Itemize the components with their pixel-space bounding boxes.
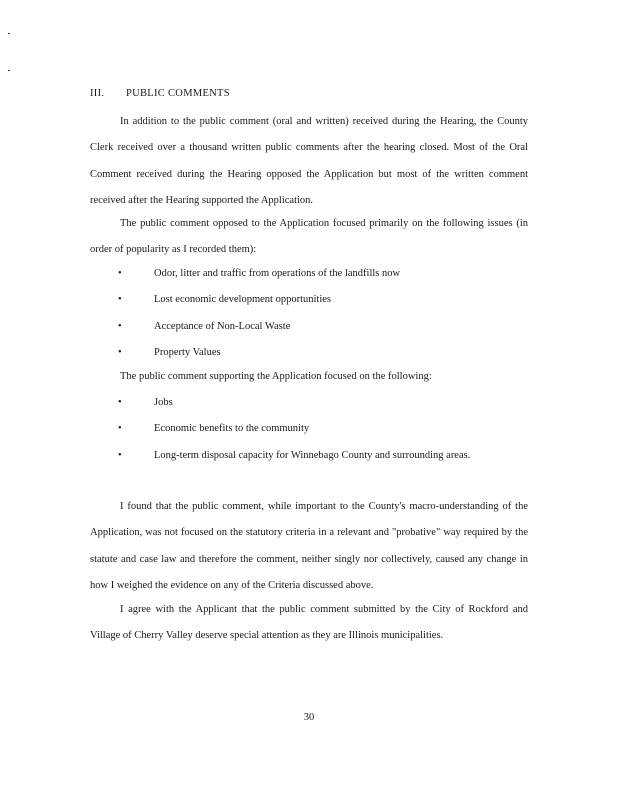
scan-mark	[8, 33, 10, 34]
list-item: • Acceptance of Non-Local Waste	[118, 320, 291, 332]
list-item: • Property Values	[118, 346, 221, 358]
supporting-issues-list	[118, 390, 470, 469]
section-heading	[90, 88, 230, 99]
scan-mark	[8, 70, 10, 71]
section-title: PUBLIC COMMENTS	[125, 88, 230, 99]
paragraph-opposed-intro: The public comment opposed to the Application focused primarily on the following issues (in order of popularity as I recorded them):	[90, 218, 528, 256]
list-item: • Jobs	[118, 397, 173, 408]
paragraph-supporting-intro: The public comment supporting the Application focused on the following:	[120, 371, 432, 382]
paragraph-hearing-comments: In addition to the public comment (oral and written) received during the Hearing, the County Clerk received over a thousand written public comments after the hearing closed. Most of the Oral Comment received during the Hearing opposed the Application but most of the written comment received after the Hearing supported the Application.	[90, 116, 528, 206]
list-item: • Odor, litter and traffic from operations of the landfills now	[118, 268, 401, 279]
list-item: • Long-term disposal capacity for Winnebago County and surrounding areas.	[118, 449, 471, 461]
list-item: • Lost economic development opportunities	[118, 294, 332, 306]
paragraph-finding: I found that the public comment, while important to the County's macro-understanding of the Application, was not focused on the statutory criteria in a relevant and "probative" way required by the statute and case law and therefore the comment, neither singly nor collectively, caused any change in how I weighed the evidence on any of the Criteria discussed above.	[90, 501, 528, 591]
list-item: • Economic benefits to the community	[118, 423, 310, 435]
opposed-issues-list	[118, 261, 400, 366]
section-number: III.	[90, 88, 105, 99]
paragraph-municipalities: I agree with the Applicant that the public comment submitted by the City of Rockford and Village of Cherry Valley deserve special attention as they are Illinois municipalities.	[90, 604, 528, 642]
page-number: 30	[303, 712, 315, 723]
